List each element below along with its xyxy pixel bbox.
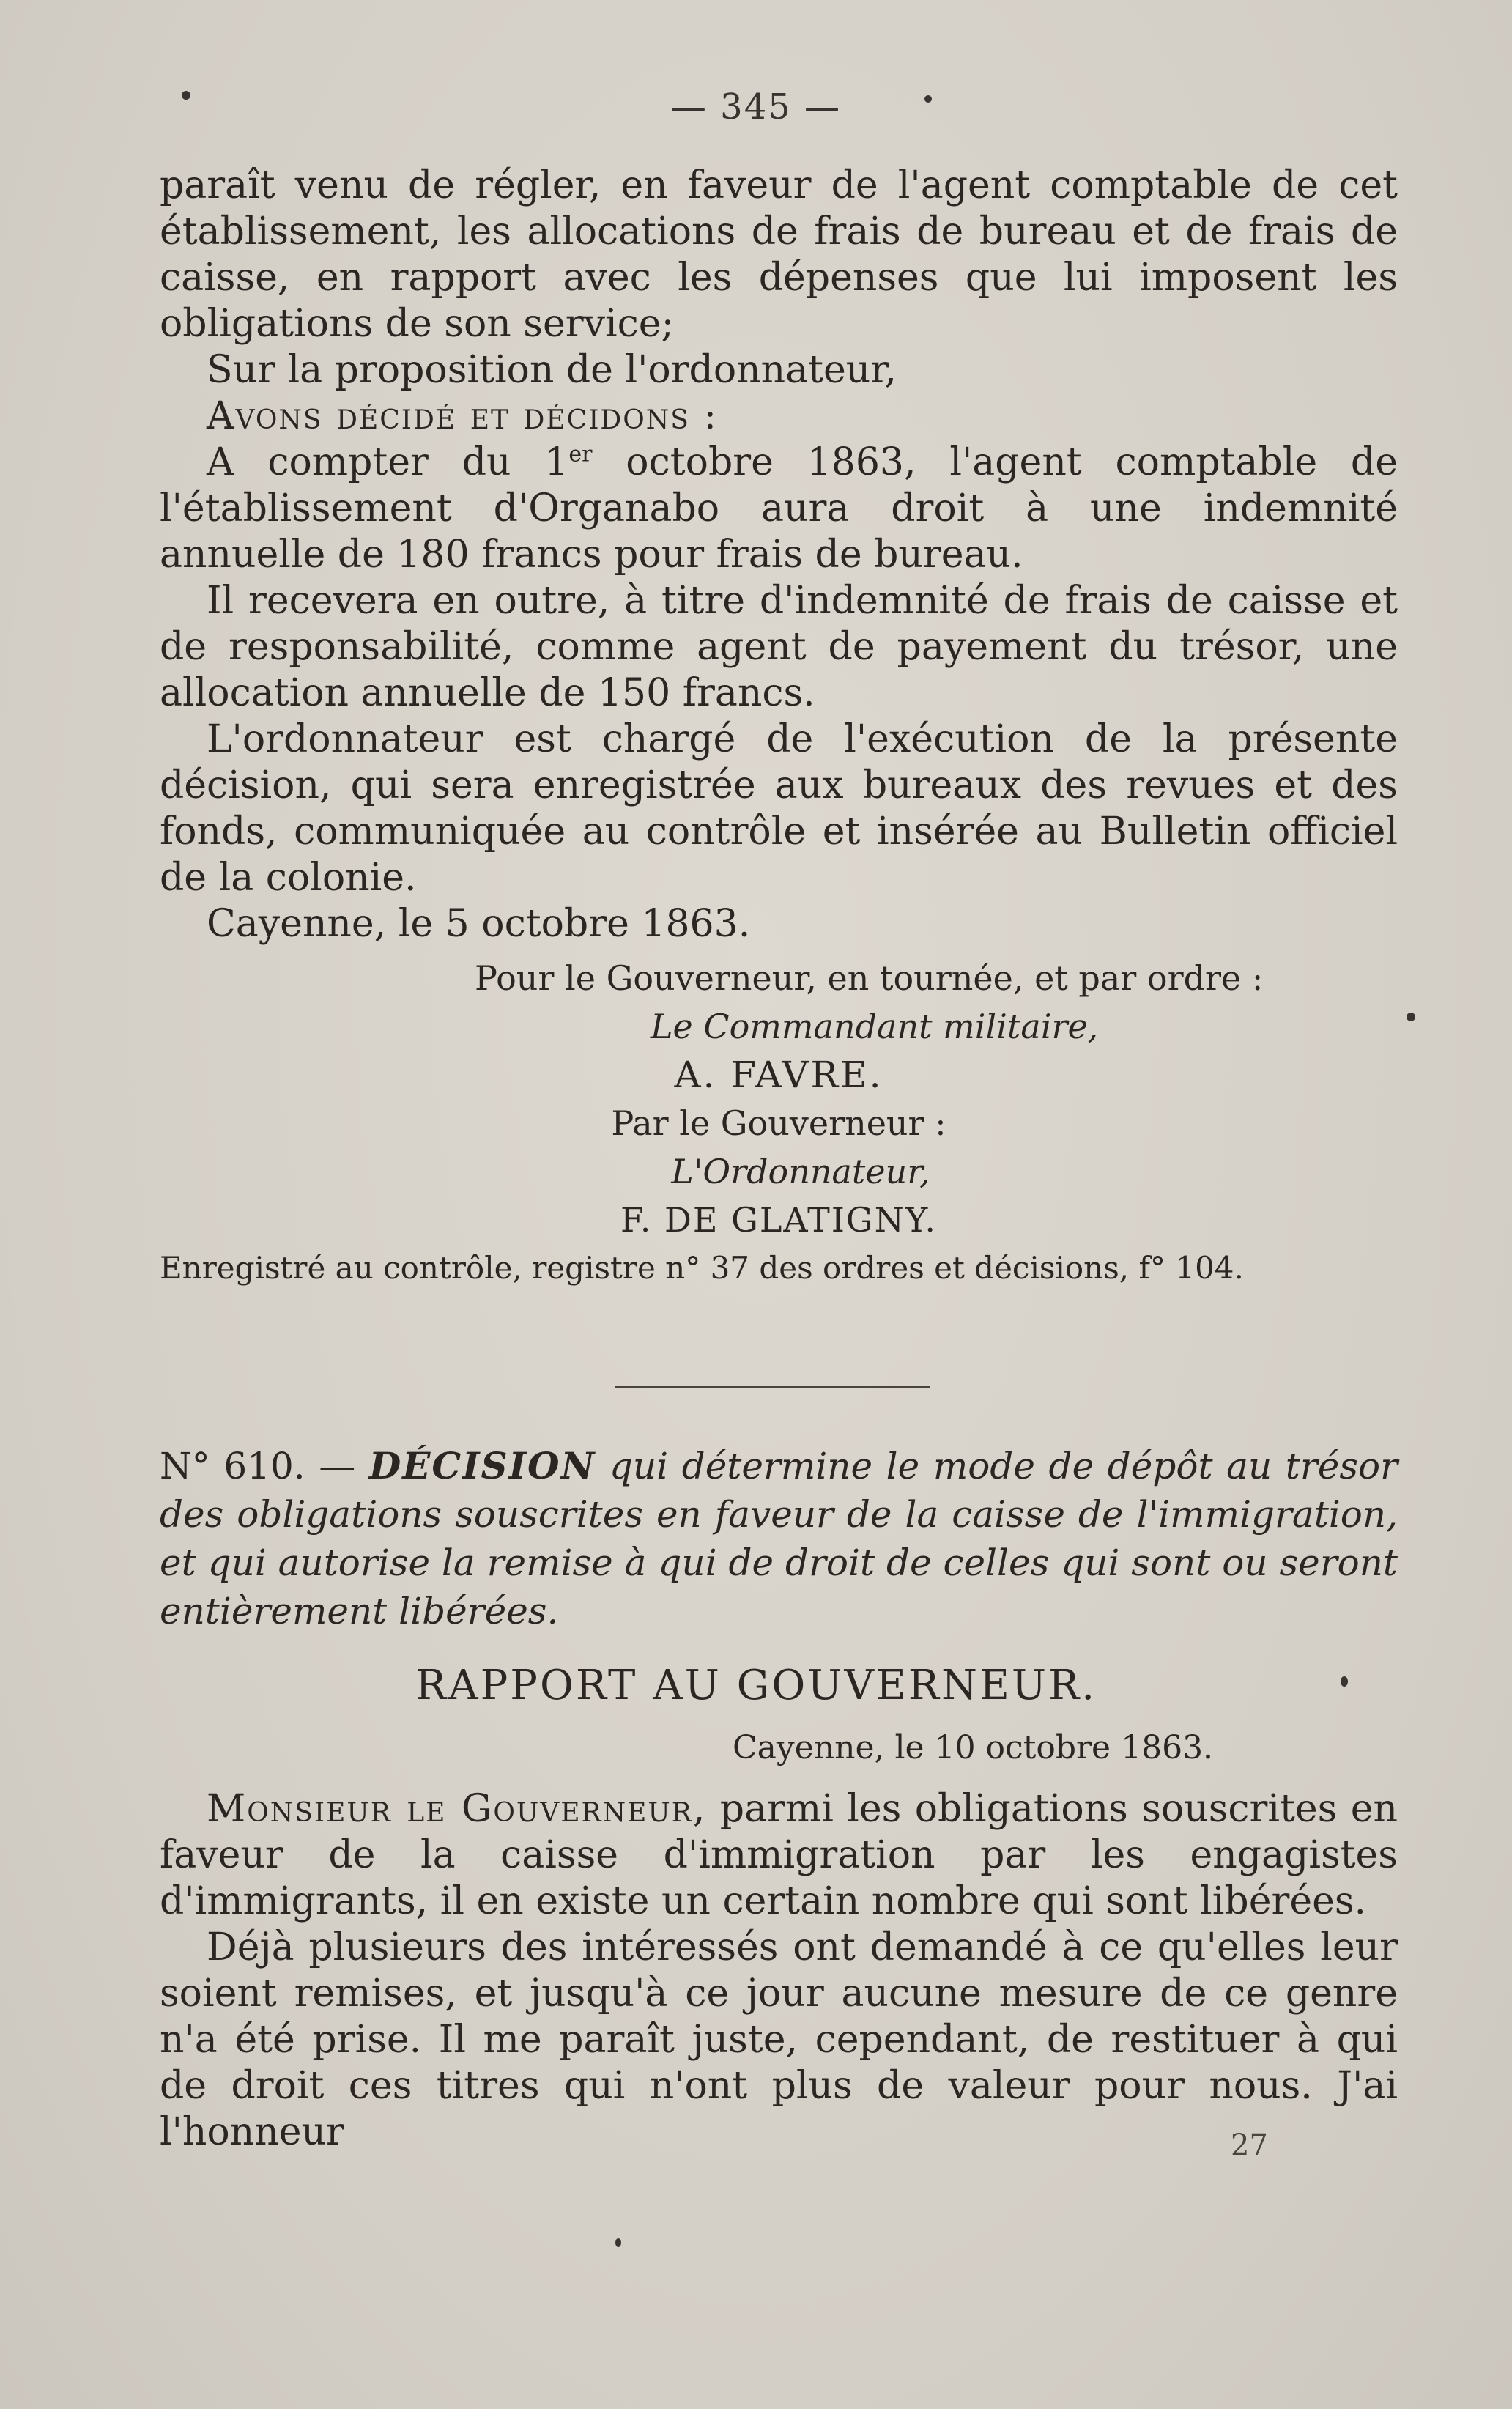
ink-speck — [615, 2238, 621, 2247]
signature-line-2: Le Commandant militaire, — [651, 1007, 1099, 1046]
signature-block — [160, 954, 1398, 1292]
paragraph-4: A compter du 1er octobre 1863, l'agent comptable de l'établissement d'Organabo aura droit à une indemnité annuelle de 180 francs pour frais de bureau. — [160, 440, 1398, 577]
decision-text-top — [160, 163, 1398, 947]
decision-title-text: qui détermine le mode de dépôt au trésor des obligations souscrites en faveur de la caisse de l'immigration, et qui autorise la remise à qui de droit de celles qui sont ou seront entièrement libérées. — [160, 1445, 1398, 1632]
rapport-paragraph-1: Monsieur le Gouverneur, parmi les obligations souscrites en faveur de la caisse d'immigration par les engagistes d'immigrants, il en existe un certain nombre qui sont libérées. — [160, 1787, 1398, 1923]
signature-name-1: A. FAVRE. — [674, 1054, 883, 1096]
signature-line-1: Pour le Gouverneur, en tournée, et par ordre : — [475, 958, 1264, 998]
paragraph-6: L'ordonnateur est chargé de l'exécution de la présente décision, qui sera enregistrée aux bureaux des revues et des fonds, communiquée au contrôle et insérée au Bulletin officiel de la colonie. — [160, 717, 1398, 900]
decision-610-title: N° 610. — DÉCISION qui détermine le mode de dépôt au trésor des obligations souscrites en faveur de la caisse de l'immigration, et qui autorise la remise à qui de droit de celles qui sont ou seront entièrement libérées. — [160, 1444, 1398, 1632]
ink-speck — [1407, 1013, 1415, 1021]
paragraph-1: paraît venu de régler, en faveur de l'agent comptable de cet établissement, les allocations de frais de bureau et de frais de caisse, en rapport avec les dépenses que lui imposent les obligations de son service; — [160, 163, 1398, 346]
salutation: Monsieur le Gouverneur, — [207, 1787, 707, 1831]
rapport-date: Cayenne, le 10 octobre 1863. — [733, 1729, 1214, 1766]
rapport-heading: RAPPORT AU GOUVERNEUR. — [415, 1662, 1097, 1709]
place-date: Cayenne, le 5 octobre 1863. — [207, 902, 751, 946]
rapport-paragraph-2: Déjà plusieurs des intéressés ont demandé à ce qu'elles leur soient remises, et jusqu'à ce jour aucune mesure de ce genre n'a été prise. Il me paraît juste, cependant, de restituer à qui de droit ces titres qui n'ont plus de valeur pour nous. J'ai l'honneur — [160, 1925, 1398, 2154]
decision-formula: Avons décidé et décidons : — [207, 394, 719, 438]
signature-line-3: Par le Gouverneur : — [611, 1103, 946, 1143]
decision-number: N° 610. — [160, 1445, 305, 1487]
section-divider — [615, 1386, 930, 1388]
signature-name-2: F. DE GLATIGNY. — [620, 1200, 937, 1240]
registration-note: Enregistré au contrôle, registre n° 37 des ordres et décisions, f° 104. — [160, 1250, 1244, 1286]
ink-speck — [182, 91, 190, 100]
paragraph-5: Il recevera en outre, à titre d'indemnité de frais de caisse et de responsabilité, comme agent de payement du trésor, une allocation annuelle de 150 francs. — [160, 579, 1398, 715]
rapport-text — [160, 1786, 1398, 2155]
page-number: — 345 — — [670, 86, 842, 127]
signature-mark: 27 — [1231, 2128, 1268, 2162]
ink-speck — [924, 95, 932, 103]
signature-line-4: L'Ordonnateur, — [671, 1152, 930, 1191]
ink-speck — [1341, 1676, 1348, 1687]
paragraph-2: Sur la proposition de l'ordonnateur, — [207, 348, 897, 392]
decision-word: DÉCISION — [368, 1444, 596, 1487]
